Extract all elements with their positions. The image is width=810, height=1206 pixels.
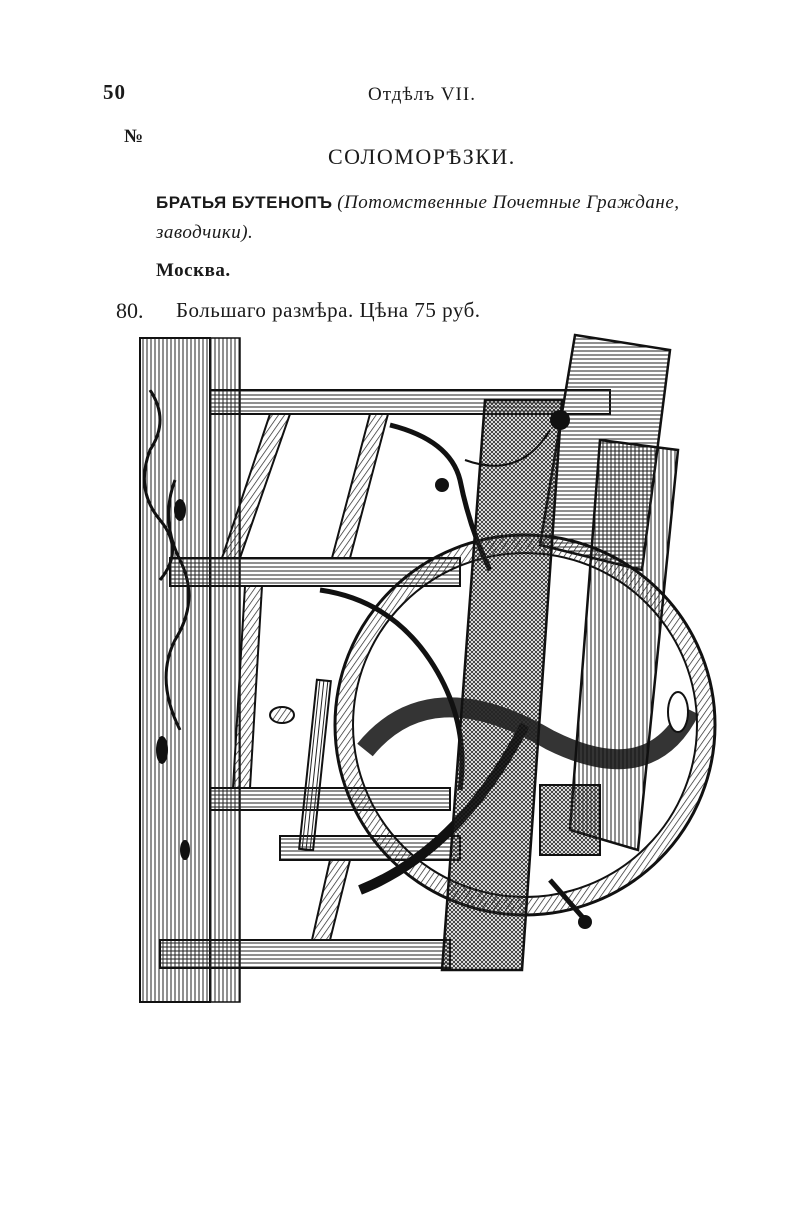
straw-cutter-engraving <box>130 330 730 1010</box>
frame-braces <box>222 414 388 940</box>
section-title: СОЛОМОРѢЗКИ. <box>328 144 516 169</box>
firm-name: БРАТЬЯ БУТЕНОПЪ <box>156 193 333 212</box>
firm-description: (Потомственные Почетные Граждане, <box>337 192 680 213</box>
firm-line-1 <box>156 192 680 214</box>
running-head: Отдѣлъ VII. <box>368 84 476 105</box>
item-description: Большаго размѣра. Цѣна 75 руб. <box>176 298 481 322</box>
city: Москва. <box>156 260 231 281</box>
number-sign: № <box>124 126 144 147</box>
item-number: 80. <box>116 298 144 323</box>
page-number: 50 <box>103 80 126 104</box>
wooden-post <box>140 338 210 1002</box>
frame-post <box>210 338 240 1002</box>
firm-description-continued: заводчики). <box>156 222 254 243</box>
